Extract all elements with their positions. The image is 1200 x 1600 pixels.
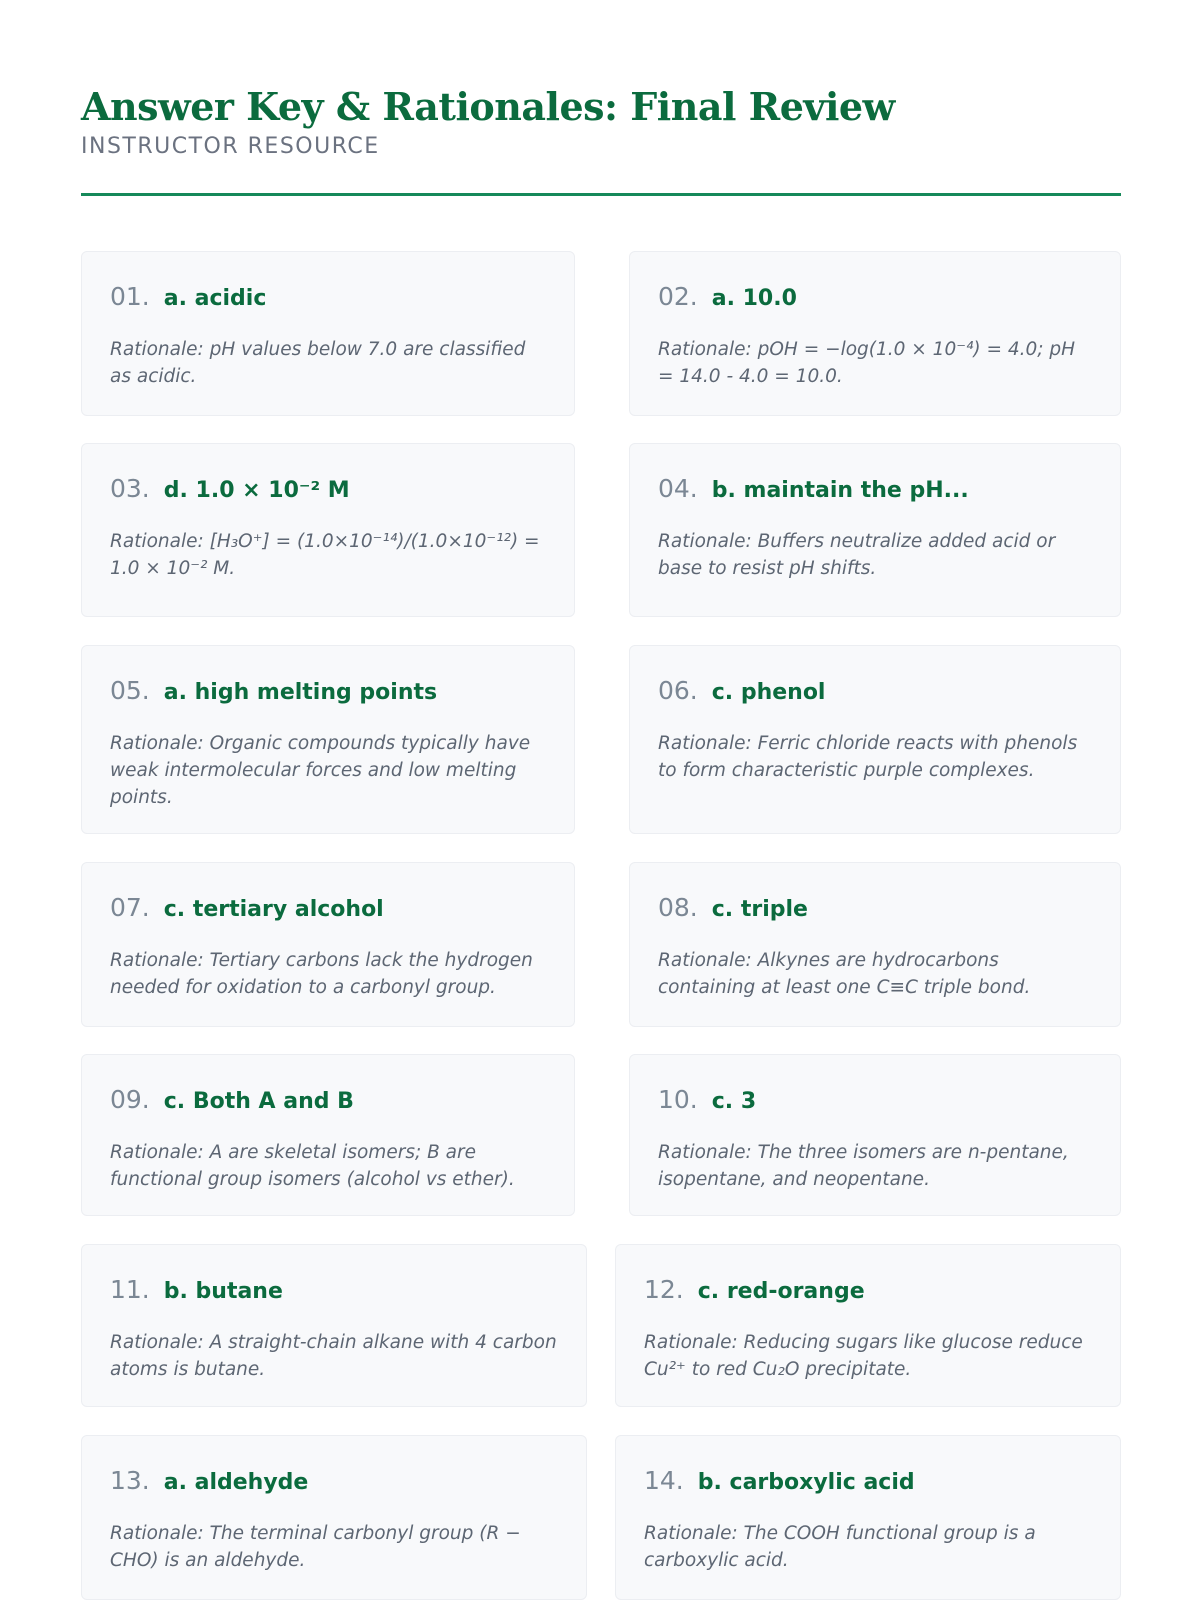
answer-card-02	[629, 251, 1121, 416]
rationale-text: Rationale: The COOH functional group is a carboxylic acid.	[644, 1523, 1036, 1571]
page-title: Answer Key & Rationales: Final Review	[81, 84, 895, 129]
rationale-text: Rationale: The terminal carbonyl group (R − CHO) is an aldehyde.	[110, 1523, 521, 1571]
answer-card-01	[81, 251, 575, 416]
rationale-text: Rationale: Reducing sugars like glucose reduce Cu²⁺ to red Cu₂O precipitate.	[644, 1332, 1083, 1380]
answer-text: b. maintain the pH...	[711, 478, 969, 503]
answer-card-05	[81, 645, 575, 834]
rationale-text: Rationale: Tertiary carbons lack the hydrogen needed for oxidation to a carbonyl group.	[110, 950, 533, 998]
question-number: 07.	[110, 893, 150, 922]
rationale-text: Rationale: Ferric chloride reacts with phenols to form characteristic purple complexes.	[658, 733, 1078, 781]
answer-text: c. Both A and B	[163, 1089, 354, 1114]
question-number: 12.	[644, 1275, 684, 1304]
question-number: 09.	[110, 1085, 150, 1114]
answer-card-11	[81, 1244, 587, 1407]
answer-card-13	[81, 1435, 587, 1600]
page-header	[81, 84, 1121, 159]
answer-text: b. carboxylic acid	[697, 1470, 915, 1495]
question-number: 11.	[110, 1275, 150, 1304]
rationale-text: Rationale: A straight-chain alkane with 4 carbon atoms is butane.	[110, 1332, 557, 1380]
rationale-text: Rationale: pH values below 7.0 are classified as acidic.	[110, 339, 526, 387]
question-number: 13.	[110, 1466, 150, 1495]
answer-text: d. 1.0 × 10⁻² M	[163, 478, 350, 503]
answer-text: b. butane	[163, 1279, 283, 1304]
question-number: 14.	[644, 1466, 684, 1495]
answer-card-04	[629, 443, 1121, 617]
answer-card-10	[629, 1054, 1121, 1216]
answer-card-03	[81, 443, 575, 617]
rationale-text: Rationale: [H₃O⁺] = (1.0×10⁻¹⁴)/(1.0×10⁻¹²) = 1.0 × 10⁻² M.	[110, 531, 540, 579]
question-number: 06.	[658, 676, 698, 705]
question-number: 05.	[110, 676, 150, 705]
answer-text: c. triple	[711, 897, 808, 922]
rationale-text: Rationale: pOH = −log(1.0 × 10⁻⁴) = 4.0; pH = 14.0 - 4.0 = 10.0.	[658, 339, 1076, 387]
rationale-text: Rationale: The three isomers are n-pentane, isopentane, and neopentane.	[658, 1142, 1069, 1190]
answer-text: a. aldehyde	[163, 1470, 309, 1495]
answer-text: c. 3	[711, 1089, 757, 1114]
answer-card-08	[629, 862, 1121, 1027]
question-number: 04.	[658, 474, 698, 503]
answer-card-14	[615, 1435, 1121, 1600]
question-number: 03.	[110, 474, 150, 503]
question-number: 10.	[658, 1085, 698, 1114]
question-number: 08.	[658, 893, 698, 922]
rationale-text: Rationale: A are skeletal isomers; B are functional group isomers (alcohol vs ether).	[110, 1142, 515, 1190]
answer-text: a. high melting points	[163, 680, 438, 705]
answer-text: c. red-orange	[697, 1279, 865, 1304]
answer-card-12	[615, 1244, 1121, 1407]
rationale-text: Rationale: Organic compounds typically have weak intermolecular forces and low melting points.	[110, 733, 531, 808]
question-number: 01.	[110, 282, 150, 311]
answer-card-07	[81, 862, 575, 1027]
answer-card-09	[81, 1054, 575, 1216]
answer-text: c. phenol	[711, 680, 826, 705]
answer-text: a. acidic	[163, 286, 267, 311]
answer-text: c. tertiary alcohol	[163, 897, 384, 922]
answer-card-06	[629, 645, 1121, 834]
header-divider	[81, 193, 1121, 196]
question-number: 02.	[658, 282, 698, 311]
page-subtitle: INSTRUCTOR RESOURCE	[81, 134, 380, 159]
answer-text: a. 10.0	[711, 286, 797, 311]
rationale-text: Rationale: Buffers neutralize added acid or base to resist pH shifts.	[658, 531, 1056, 579]
rationale-text: Rationale: Alkynes are hydrocarbons containing at least one C≡C triple bond.	[658, 950, 1031, 998]
